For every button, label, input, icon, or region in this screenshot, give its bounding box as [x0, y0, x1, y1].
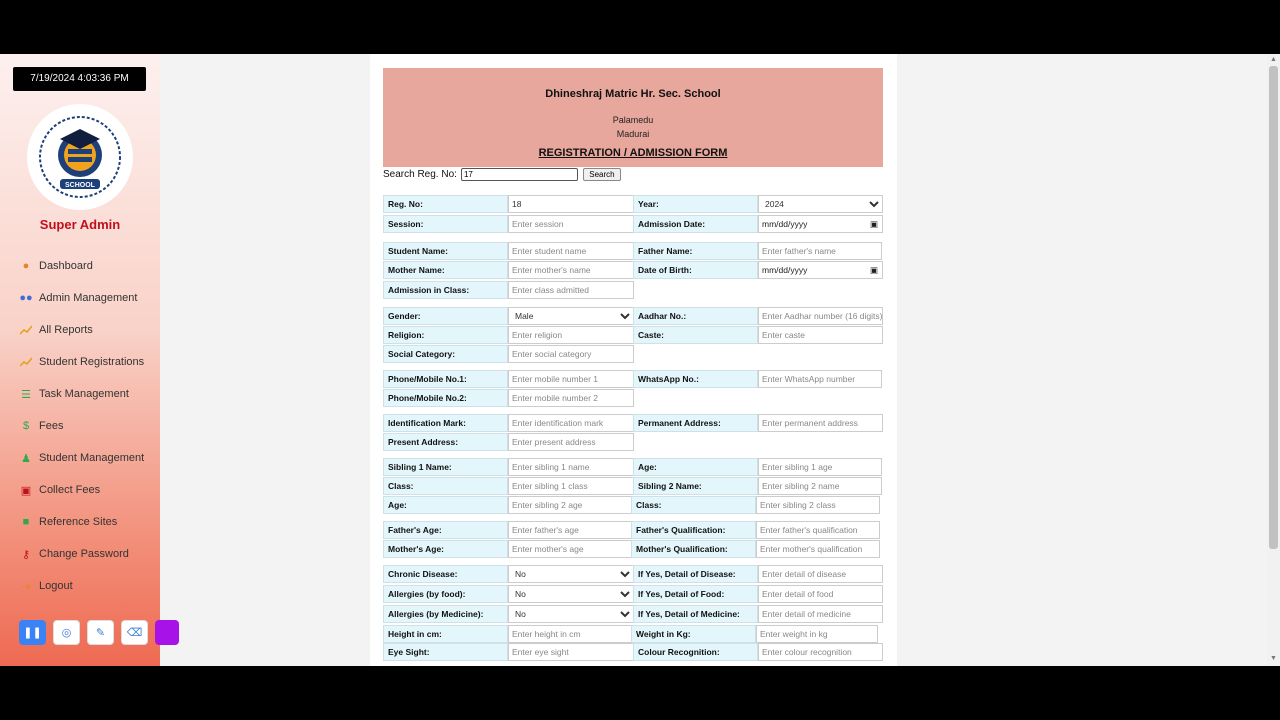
color-picker-button[interactable]: [155, 620, 179, 645]
money-bill-icon: ▣: [20, 484, 32, 497]
sibling1-name-label: Sibling 1 Name:: [383, 458, 508, 476]
sidebar-item-label: Dashboard: [39, 260, 93, 272]
weight-label: Weight in Kg:: [631, 625, 756, 643]
sidebar-item-collect-fees[interactable]: [19, 474, 160, 506]
school-address-line-1: Palamedu: [612, 115, 654, 125]
pause-icon: ❚❚: [23, 627, 42, 639]
disease-detail-input[interactable]: [758, 565, 883, 583]
pause-button[interactable]: [19, 620, 46, 645]
browser-viewport: [0, 54, 1280, 666]
screen-recorder-toolbar: [19, 620, 179, 645]
admission-date-input[interactable]: [758, 215, 883, 233]
session-input[interactable]: [508, 215, 634, 233]
sidebar-item-label: Admin Management: [39, 292, 138, 304]
year-select[interactable]: [758, 195, 883, 213]
permanent-address-input[interactable]: [758, 414, 883, 432]
sidebar-item-label: Change Password: [39, 548, 129, 560]
sidebar-item-label: Logout: [39, 580, 73, 592]
permanent-address-label: Permanent Address:: [633, 414, 758, 432]
logo-text: SCHOOL: [65, 182, 95, 189]
bag-icon: ■: [22, 516, 30, 528]
allergy-food-label: Allergies (by food):: [383, 585, 508, 603]
form-header: [383, 68, 883, 167]
admission-date-placeholder: mm/dd/yyyy: [762, 219, 808, 229]
phone2-input[interactable]: [508, 389, 634, 407]
disease-detail-label: If Yes, Detail of Disease:: [633, 565, 758, 583]
eraser-button[interactable]: [121, 620, 148, 645]
eraser-icon: ⌫: [126, 627, 143, 639]
dob-placeholder: mm/dd/yyyy: [762, 265, 808, 275]
key-icon: ⚷: [21, 548, 31, 561]
sidebar-item-admin-management[interactable]: [19, 282, 160, 314]
height-label: Height in cm:: [383, 625, 508, 643]
calendar-icon: ▣: [869, 264, 878, 275]
chart-line-icon: [19, 356, 33, 368]
reg-no-input[interactable]: [508, 195, 634, 213]
phone1-label: Phone/Mobile No.1:: [383, 370, 508, 388]
pen-button[interactable]: [87, 620, 114, 645]
palette-icon: ●: [22, 260, 30, 272]
sibling1-age-input[interactable]: [758, 458, 882, 476]
school-logo: [27, 104, 133, 210]
height-input[interactable]: [508, 625, 632, 643]
logout-icon: ⇥: [21, 580, 31, 593]
sidebar-item-dashboard[interactable]: [19, 250, 160, 282]
sibling1-class-input[interactable]: [508, 477, 634, 495]
mother-qualification-input[interactable]: [756, 540, 880, 558]
sibling2-age-label: Age:: [383, 496, 508, 514]
page-scrollbar[interactable]: [1267, 54, 1280, 666]
present-address-input[interactable]: [508, 433, 634, 451]
gender-select[interactable]: [508, 307, 634, 325]
colour-recognition-label: Colour Recognition:: [633, 643, 758, 661]
whatsapp-label: WhatsApp No.:: [633, 370, 758, 388]
class-admitted-input[interactable]: [508, 281, 634, 299]
search-button[interactable]: Search: [583, 168, 621, 181]
dob-label: Date of Birth:: [633, 261, 758, 279]
sibling1-name-input[interactable]: [508, 458, 634, 476]
sibling2-class-label: Class:: [631, 496, 756, 514]
father-name-label: Father Name:: [633, 242, 758, 260]
chronic-disease-select[interactable]: [508, 565, 634, 583]
school-address-line-2: Madurai: [616, 129, 650, 139]
aadhar-label: Aadhar No.:: [633, 307, 758, 325]
mother-name-label: Mother Name:: [383, 261, 508, 279]
camera-icon: ◎: [61, 627, 72, 639]
father-qualification-input[interactable]: [756, 521, 880, 539]
tasks-icon: ☰: [21, 388, 31, 401]
mother-name-input[interactable]: [508, 261, 634, 279]
scrollbar-thumb[interactable]: [1269, 66, 1278, 549]
sidebar-item-change-password[interactable]: [19, 538, 160, 570]
sibling1-age-label: Age:: [633, 458, 758, 476]
school-name: Dhineshraj Matric Hr. Sec. School: [545, 88, 721, 100]
food-detail-input[interactable]: [758, 585, 883, 603]
medicine-detail-label: If Yes, Detail of Medicine:: [633, 605, 758, 623]
gender-label: Gender:: [383, 307, 508, 325]
sidebar-item-label: Student Management: [39, 452, 145, 464]
colour-recognition-input[interactable]: [758, 643, 883, 661]
social-category-label: Social Category:: [383, 345, 508, 363]
search-reg-no-input[interactable]: [461, 168, 578, 181]
sidebar-item-task-management[interactable]: [19, 378, 160, 410]
logo-emblem-icon: [32, 109, 128, 205]
dob-input[interactable]: [758, 261, 883, 279]
sidebar-item-label: Student Registrations: [39, 356, 145, 368]
admission-date-label: Admission Date:: [633, 215, 758, 233]
sidebar-item-fees[interactable]: [19, 410, 160, 442]
sibling2-class-input[interactable]: [756, 496, 880, 514]
father-name-input[interactable]: [758, 242, 882, 260]
religion-input[interactable]: [508, 326, 634, 344]
id-mark-label: Identification Mark:: [383, 414, 508, 432]
camera-button[interactable]: [53, 620, 80, 645]
sidebar-item-label: Fees: [39, 420, 64, 432]
mother-age-input[interactable]: [508, 540, 632, 558]
mother-qualification-label: Mother's Qualification:: [631, 540, 756, 558]
sibling2-age-input[interactable]: [508, 496, 632, 514]
chart-line-icon: [19, 324, 33, 336]
user-graduate-icon: ♟: [21, 452, 31, 465]
class-admitted-label: Admission in Class:: [383, 281, 508, 299]
clock: 7/19/2024 4:03:36 PM: [13, 67, 146, 91]
phone2-label: Phone/Mobile No.2:: [383, 389, 508, 407]
sibling2-name-label: Sibling 2 Name:: [633, 477, 758, 495]
student-name-input[interactable]: [508, 242, 634, 260]
year-label: Year:: [633, 195, 758, 213]
users-icon: ●●: [19, 292, 33, 304]
sidebar: [0, 54, 160, 666]
food-detail-label: If Yes, Detail of Food:: [633, 585, 758, 603]
father-age-label: Father's Age:: [383, 521, 508, 539]
student-name-label: Student Name:: [383, 242, 508, 260]
caste-input[interactable]: [758, 326, 883, 344]
sidebar-item-label: Collect Fees: [39, 484, 101, 496]
father-qualification-label: Father's Qualification:: [631, 521, 756, 539]
scroll-down-icon[interactable]: ▼: [1270, 655, 1277, 662]
calendar-icon: ▣: [869, 218, 878, 229]
allergy-medicine-label: Allergies (by Medicine):: [383, 605, 508, 623]
sidebar-item-logout[interactable]: [19, 570, 160, 602]
sidebar-item-label: Task Management: [39, 388, 129, 400]
sibling1-class-label: Class:: [383, 477, 508, 495]
sidebar-item-label: Reference Sites: [39, 516, 118, 528]
sidebar-item-student-registrations[interactable]: [19, 346, 160, 378]
form-title: REGISTRATION / ADMISSION FORM: [538, 147, 728, 159]
id-mark-input[interactable]: [508, 414, 634, 432]
mother-age-label: Mother's Age:: [383, 540, 508, 558]
search-bar: [383, 167, 621, 181]
father-age-input[interactable]: [508, 521, 632, 539]
dollar-icon: $: [22, 420, 30, 432]
sidebar-item-reference-sites[interactable]: [19, 506, 160, 538]
sidebar-nav: [19, 250, 160, 602]
reg-no-label: Reg. No:: [383, 195, 508, 213]
eye-sight-input[interactable]: [508, 643, 634, 661]
caste-label: Caste:: [633, 326, 758, 344]
social-category-input[interactable]: [508, 345, 634, 363]
role-title: Super Admin: [39, 217, 121, 232]
sidebar-item-all-reports[interactable]: [19, 314, 160, 346]
phone1-input[interactable]: [508, 370, 634, 388]
chronic-disease-label: Chronic Disease:: [383, 565, 508, 583]
eye-sight-label: Eye Sight:: [383, 643, 508, 661]
present-address-label: Present Address:: [383, 433, 508, 451]
registration-page: [370, 54, 897, 666]
aadhar-input[interactable]: [758, 307, 883, 325]
weight-input[interactable]: [756, 625, 878, 643]
whatsapp-input[interactable]: [758, 370, 882, 388]
pen-icon: ✎: [95, 627, 106, 639]
medicine-detail-input[interactable]: [758, 605, 883, 623]
session-label: Session:: [383, 215, 508, 233]
religion-label: Religion:: [383, 326, 508, 344]
sidebar-item-student-management[interactable]: [19, 442, 160, 474]
sibling2-name-input[interactable]: [758, 477, 882, 495]
search-label: Search Reg. No:: [383, 168, 457, 180]
sidebar-item-label: All Reports: [39, 324, 93, 336]
scroll-up-icon[interactable]: ▲: [1270, 56, 1277, 63]
allergy-medicine-select[interactable]: [508, 605, 634, 623]
allergy-food-select[interactable]: [508, 585, 634, 603]
